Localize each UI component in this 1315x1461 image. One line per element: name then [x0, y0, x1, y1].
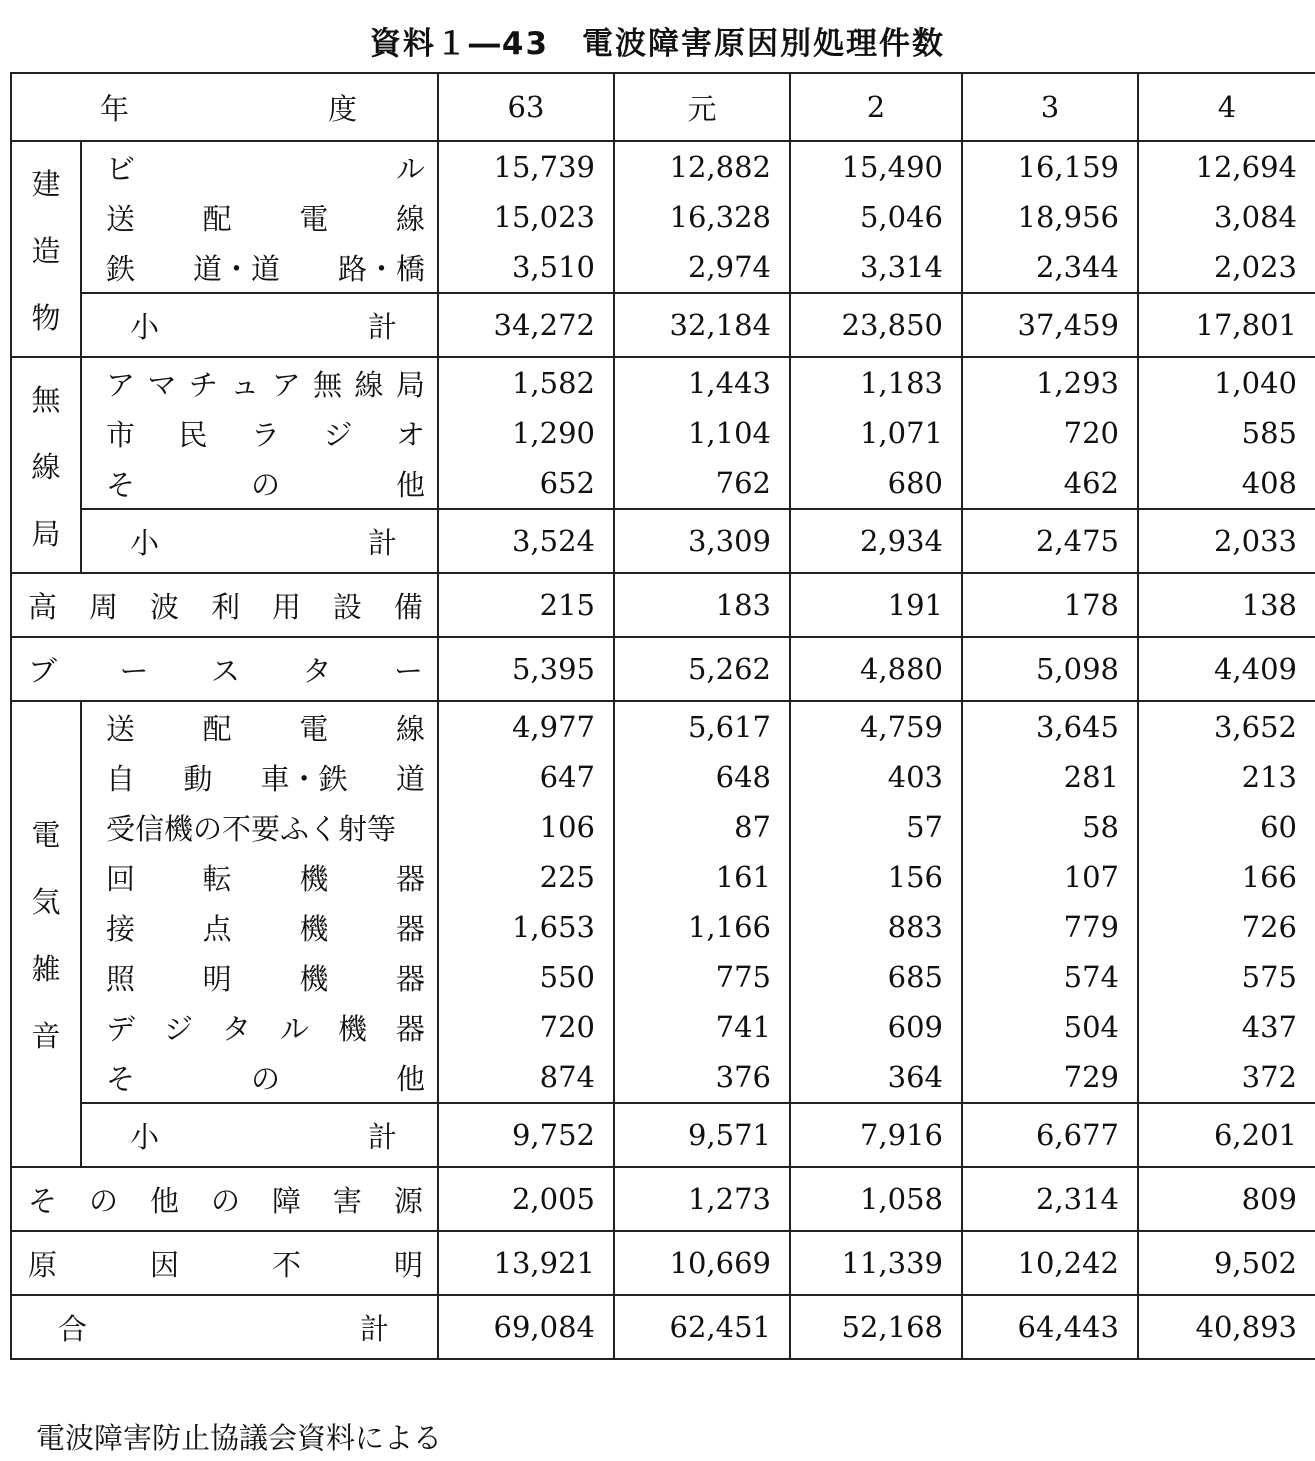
value: 1,293: [1035, 366, 1119, 400]
row-label-char: 源: [393, 1183, 423, 1218]
value-column: [791, 358, 943, 508]
value-column: [791, 142, 943, 292]
group-name-char: 建: [31, 166, 61, 201]
row-label-char: 照: [106, 961, 136, 996]
value-cell: 4,409: [1138, 637, 1315, 701]
value: 504: [1063, 1010, 1119, 1044]
value: 15,023: [493, 200, 595, 234]
row-label-char: 配: [202, 201, 232, 236]
row-label: [82, 1002, 437, 1052]
single-row: [11, 1295, 1315, 1359]
group-name-char: 雑: [31, 952, 61, 986]
row-label-char: 配: [202, 711, 232, 746]
value: 106: [539, 810, 595, 844]
header-row: [11, 73, 1315, 141]
row-label-char: 市: [106, 417, 136, 452]
subtotal-value: 32,184: [614, 293, 790, 357]
value: 4,759: [859, 710, 943, 744]
subtotal-value: 3,524: [438, 509, 614, 573]
radio-stations-item-labels: [81, 357, 438, 509]
row-label: [82, 192, 437, 242]
row-label-char: ビ: [106, 151, 136, 186]
single-row-label-cell: [11, 1295, 438, 1359]
value: 648: [715, 760, 771, 794]
value: 18,956: [1017, 200, 1119, 234]
row-label-char: 器: [395, 911, 425, 946]
value: 57: [906, 810, 943, 844]
value: 2,974: [687, 250, 771, 284]
row-label-char: そ: [106, 467, 136, 502]
row-label: [12, 1179, 437, 1220]
value-cell: 215: [438, 573, 614, 637]
value-column: [1139, 142, 1297, 292]
data-table: [10, 72, 1315, 1360]
value: 575: [1241, 960, 1297, 994]
header-year: 4: [1138, 73, 1315, 141]
radio-stations-subtotal-row: [11, 509, 1315, 573]
row-label-char: 回: [106, 861, 136, 896]
row-label-char: 害: [332, 1183, 362, 1218]
row-label-char: 計: [359, 1311, 389, 1346]
row-label-char: 小: [130, 525, 160, 560]
value: 2,023: [1213, 250, 1297, 284]
row-label-char: 波: [149, 589, 179, 624]
row-label-char: ブ: [28, 653, 58, 688]
row-label-char: 利: [210, 589, 240, 624]
row-label-char: オ: [395, 417, 425, 452]
row-label-char: 送: [106, 711, 136, 746]
single-row: [11, 637, 1315, 701]
value: 156: [887, 860, 943, 894]
value-column: [963, 358, 1119, 508]
group-name-char: 線: [31, 449, 61, 484]
value: 376: [715, 1060, 771, 1094]
row-label-char: 電: [299, 201, 329, 236]
value: 2,344: [1035, 250, 1119, 284]
value-cell: 2,005: [438, 1167, 614, 1231]
row-label: [82, 1052, 437, 1102]
row-label-char: 計: [367, 309, 397, 344]
row-label-char: 明: [202, 961, 232, 996]
row-label: [82, 702, 437, 752]
value: 1,071: [859, 416, 943, 450]
value-cell: [1138, 141, 1315, 293]
single-row-label-cell: [11, 1231, 438, 1295]
row-label-char: 設: [332, 589, 362, 624]
radio-stations-name-cell: [11, 357, 81, 573]
value-cell: [790, 141, 962, 293]
value-cell: 5,098: [962, 637, 1138, 701]
row-label-char: ジ: [323, 417, 353, 452]
subtotal-value: 3,309: [614, 509, 790, 573]
row-label: [82, 752, 437, 802]
value: 647: [539, 760, 595, 794]
row-label: [82, 408, 437, 458]
value-cell: [962, 141, 1138, 293]
group-name-char: 造: [31, 233, 61, 268]
value: 3,510: [511, 250, 595, 284]
row-label-char: 路・橋: [337, 251, 425, 286]
value-column: [439, 702, 595, 1102]
value: 685: [887, 960, 943, 994]
value-cell: [614, 141, 790, 293]
value: 775: [715, 960, 771, 994]
value: 462: [1063, 466, 1119, 500]
value: 16,328: [669, 200, 771, 234]
row-label-char: ー: [393, 653, 423, 688]
buildings-detail-row: [11, 141, 1315, 293]
value-cell: 2,314: [962, 1167, 1138, 1231]
value-cell: 10,669: [614, 1231, 790, 1295]
value: 12,882: [669, 150, 771, 184]
value: 1,104: [687, 416, 771, 450]
row-label-char: ス: [210, 653, 240, 688]
value: 1,653: [511, 910, 595, 944]
header-year: 元: [614, 73, 790, 141]
row-label-char: 線: [354, 367, 384, 402]
row-label-char: の: [210, 1183, 240, 1218]
subtotal-label-cell: [81, 1103, 438, 1167]
row-label-char: 因: [149, 1247, 179, 1282]
value: 372: [1241, 1060, 1297, 1094]
value-cell: 52,168: [790, 1295, 962, 1359]
subtotal-value: 9,752: [438, 1103, 614, 1167]
subtotal-value: 34,272: [438, 293, 614, 357]
row-label: [82, 358, 437, 408]
value: 213: [1241, 760, 1297, 794]
header-label-char: 年: [100, 91, 130, 126]
value: 225: [539, 860, 595, 894]
header-label-char: 度: [327, 91, 357, 126]
value-cell: 9,502: [1138, 1231, 1315, 1295]
value-cell: 62,451: [614, 1295, 790, 1359]
subtotal-value: 17,801: [1138, 293, 1315, 357]
value-cell: 1,058: [790, 1167, 962, 1231]
row-label-char: タ: [221, 1011, 251, 1046]
value: 4,977: [511, 710, 595, 744]
group-name-char: 音: [31, 1019, 61, 1053]
header-year: 2: [790, 73, 962, 141]
row-label: [82, 521, 437, 562]
value: 60: [1260, 810, 1297, 844]
row-label-char: ル: [395, 151, 425, 186]
row-label-char: 機: [337, 1011, 367, 1046]
group-name-char: 電: [31, 818, 61, 852]
row-label-char: 接: [106, 911, 136, 946]
row-label-char: 受信機の不要ふく射等: [106, 811, 397, 846]
value: 1,582: [511, 366, 595, 400]
row-label: [82, 458, 437, 508]
row-label-char: 明: [393, 1247, 423, 1282]
row-label: [82, 802, 437, 852]
row-label: [82, 1115, 437, 1156]
value: 161: [715, 860, 771, 894]
value-column: [1139, 702, 1297, 1102]
value-cell: 10,242: [962, 1231, 1138, 1295]
value-cell: 64,443: [962, 1295, 1138, 1359]
value: 12,694: [1195, 150, 1297, 184]
value-cell: 178: [962, 573, 1138, 637]
buildings-item-labels: [81, 141, 438, 293]
single-row: [11, 573, 1315, 637]
value: 1,183: [859, 366, 943, 400]
row-label-char: 機: [299, 961, 329, 996]
value-cell: [1138, 357, 1315, 509]
row-label-char: ア: [271, 367, 301, 402]
row-label-char: 線: [395, 201, 425, 236]
value: 1,443: [687, 366, 771, 400]
row-label-char: 高: [28, 589, 58, 624]
row-label-char: 鉄: [106, 251, 136, 286]
row-label-char: 器: [395, 1011, 425, 1046]
value-cell: [962, 701, 1138, 1103]
value-cell: 191: [790, 573, 962, 637]
row-label-char: 備: [393, 589, 423, 624]
value-column: [963, 142, 1119, 292]
value: 779: [1063, 910, 1119, 944]
value: 3,652: [1213, 710, 1297, 744]
row-label: [12, 1243, 437, 1284]
radio-stations-detail-row: [11, 357, 1315, 509]
row-label-char: 動: [183, 761, 213, 796]
value: 166: [1241, 860, 1297, 894]
value-column: [791, 702, 943, 1102]
subtotal-label-cell: [81, 293, 438, 357]
value: 364: [887, 1060, 943, 1094]
group-name-char: 無: [31, 382, 61, 417]
group-name-char: 物: [31, 300, 61, 335]
row-label-char: 他: [395, 467, 425, 502]
buildings-name: [12, 162, 80, 337]
single-row-label-cell: [11, 637, 438, 701]
value: 281: [1063, 760, 1119, 794]
row-label-char: 線: [395, 711, 425, 746]
row-label-char: 無: [313, 367, 343, 402]
row-label-char: 車・鉄: [260, 761, 348, 796]
row-label-char: 自: [106, 761, 136, 796]
row-label: [12, 649, 437, 690]
value-cell: [614, 701, 790, 1103]
row-label-char: 機: [299, 861, 329, 896]
value: 403: [887, 760, 943, 794]
value-column: [963, 702, 1119, 1102]
table-body: [11, 73, 1315, 1359]
electrical-noise-name: [12, 813, 80, 1055]
value: 1,040: [1213, 366, 1297, 400]
value: 874: [539, 1060, 595, 1094]
row-label-char: そ: [28, 1183, 58, 1218]
row-label-char: チ: [188, 367, 218, 402]
header-label-cell: [11, 73, 438, 141]
electrical-noise-subtotal-row: [11, 1103, 1315, 1167]
value: 3,645: [1035, 710, 1119, 744]
single-row: [11, 1167, 1315, 1231]
row-label-char: の: [88, 1183, 118, 1218]
row-label-char: 計: [367, 1119, 397, 1154]
row-label-char: デ: [106, 1011, 136, 1046]
value: 726: [1241, 910, 1297, 944]
row-label-char: タ: [302, 653, 332, 688]
row-label: [82, 305, 437, 346]
row-label-char: 周: [88, 589, 118, 624]
row-label-char: 障: [271, 1183, 301, 1218]
row-label-char: ジ: [163, 1011, 193, 1046]
value: 87: [734, 810, 771, 844]
row-label-char: ュ: [230, 367, 260, 402]
row-label: [82, 952, 437, 1002]
subtotal-label-cell: [81, 509, 438, 573]
value: 609: [887, 1010, 943, 1044]
value: 5,617: [687, 710, 771, 744]
subtotal-value: 2,475: [962, 509, 1138, 573]
value: 437: [1241, 1010, 1297, 1044]
value-column: [439, 358, 595, 508]
electrical-noise-item-labels: [81, 701, 438, 1103]
row-label-char: 小: [130, 309, 160, 344]
buildings-subtotal-row: [11, 293, 1315, 357]
row-label-char: 他: [149, 1183, 179, 1218]
row-label: [82, 852, 437, 902]
row-label-char: 民: [178, 417, 208, 452]
subtotal-value: 23,850: [790, 293, 962, 357]
value: 1,290: [511, 416, 595, 450]
group-name-char: 局: [31, 516, 61, 551]
row-label: [82, 902, 437, 952]
single-row: [11, 1231, 1315, 1295]
row-label-char: ア: [106, 367, 136, 402]
row-label-char: 不: [271, 1247, 301, 1282]
row-label: [12, 585, 437, 626]
subtotal-value: 7,916: [790, 1103, 962, 1167]
header-year: 63: [438, 73, 614, 141]
value-cell: [1138, 701, 1315, 1103]
value: 3,314: [859, 250, 943, 284]
value-column: [1139, 358, 1297, 508]
row-label: [82, 242, 437, 292]
value-cell: [790, 357, 962, 509]
row-label-char: 道: [395, 761, 425, 796]
single-row-label-cell: [11, 1167, 438, 1231]
value: 741: [715, 1010, 771, 1044]
single-row-label-cell: [11, 573, 438, 637]
row-label-char: 電: [299, 711, 329, 746]
value-cell: 138: [1138, 573, 1315, 637]
row-label-char: ー: [119, 653, 149, 688]
value: 408: [1241, 466, 1297, 500]
row-label-char: 原: [28, 1247, 58, 1282]
row-label: [12, 1307, 437, 1348]
electrical-noise-detail-row: [11, 701, 1315, 1103]
row-label-char: の: [250, 1061, 280, 1096]
row-label-char: の: [250, 467, 280, 502]
subtotal-value: 9,571: [614, 1103, 790, 1167]
value: 58: [1082, 810, 1119, 844]
group-name-char: 気: [31, 885, 61, 919]
value-cell: [790, 701, 962, 1103]
value: 652: [539, 466, 595, 500]
value-cell: 13,921: [438, 1231, 614, 1295]
radio-stations-name: [12, 378, 80, 553]
value-cell: [614, 357, 790, 509]
row-label-char: 用: [271, 589, 301, 624]
value: 107: [1063, 860, 1119, 894]
value: 16,159: [1017, 150, 1119, 184]
value: 585: [1241, 416, 1297, 450]
subtotal-value: 2,934: [790, 509, 962, 573]
value: 550: [539, 960, 595, 994]
subtotal-value: 37,459: [962, 293, 1138, 357]
value-cell: 183: [614, 573, 790, 637]
value: 883: [887, 910, 943, 944]
row-label-char: 器: [395, 961, 425, 996]
value: 680: [887, 466, 943, 500]
value-cell: 5,262: [614, 637, 790, 701]
row-label: [82, 142, 437, 192]
row-label-char: 道・道: [192, 251, 280, 286]
row-label-char: 他: [395, 1061, 425, 1096]
row-label-char: 小: [130, 1119, 160, 1154]
row-label-char: 合: [58, 1311, 88, 1346]
row-label-char: マ: [147, 367, 177, 402]
value-cell: [438, 141, 614, 293]
value: 574: [1063, 960, 1119, 994]
value: 720: [539, 1010, 595, 1044]
value: 729: [1063, 1060, 1119, 1094]
value-cell: 11,339: [790, 1231, 962, 1295]
value-cell: [438, 701, 614, 1103]
subtotal-value: 6,201: [1138, 1103, 1315, 1167]
value: 762: [715, 466, 771, 500]
value-cell: 809: [1138, 1167, 1315, 1231]
subtotal-value: 2,033: [1138, 509, 1315, 573]
value-column: [615, 142, 771, 292]
row-label-char: そ: [106, 1061, 136, 1096]
value: 15,490: [841, 150, 943, 184]
row-label-char: 器: [395, 861, 425, 896]
table-title: 資料１―43 電波障害原因別処理件数: [369, 26, 946, 62]
value: 3,084: [1213, 200, 1297, 234]
row-label-char: ラ: [250, 417, 280, 452]
value-column: [615, 702, 771, 1102]
value-cell: [438, 357, 614, 509]
row-label-char: ル: [279, 1011, 309, 1046]
value: 5,046: [859, 200, 943, 234]
row-label-char: 点: [202, 911, 232, 946]
row-label-char: 送: [106, 201, 136, 236]
value: 1,166: [687, 910, 771, 944]
row-label-char: 転: [202, 861, 232, 896]
row-label-char: 局: [395, 367, 425, 402]
source-note: 電波障害防止協議会資料による: [36, 1421, 443, 1455]
value-cell: 1,273: [614, 1167, 790, 1231]
value-cell: 69,084: [438, 1295, 614, 1359]
value-cell: 40,893: [1138, 1295, 1315, 1359]
value-cell: [962, 357, 1138, 509]
value-column: [615, 358, 771, 508]
value-cell: 4,880: [790, 637, 962, 701]
header-year: 3: [962, 73, 1138, 141]
value: 15,739: [493, 150, 595, 184]
electrical-noise-name-cell: [11, 701, 81, 1167]
row-label-char: 機: [299, 911, 329, 946]
value: 720: [1063, 416, 1119, 450]
row-label-char: 計: [367, 525, 397, 560]
subtotal-value: 6,677: [962, 1103, 1138, 1167]
buildings-name-cell: [11, 141, 81, 357]
value-cell: 5,395: [438, 637, 614, 701]
value-column: [439, 142, 595, 292]
